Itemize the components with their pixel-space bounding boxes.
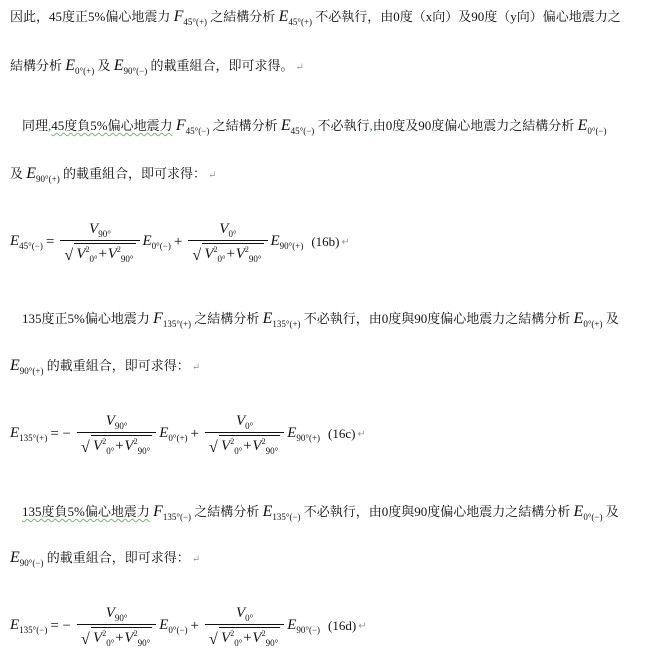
equation-number: (16b): [311, 234, 340, 249]
text: 不必執行，由0度（x向）及90度（y向）偏心地震力之: [315, 9, 621, 24]
p2-line2: [10, 165, 655, 188]
symbol-E90m: $E_{90^\circ(-)}$: [10, 549, 44, 568]
symbol-E0p: $E_{0^\circ(+)}$: [573, 310, 603, 329]
symbol-E90p: $E_{90^\circ(+)}$: [26, 165, 60, 184]
text: 的載重組合，即可求得。: [150, 58, 294, 73]
paragraph-mark: ↵: [191, 554, 201, 565]
text: 135度正5%偏心地震力: [22, 311, 150, 326]
text: 之結構分析: [210, 9, 276, 24]
text: 結構分析: [10, 58, 63, 73]
p1-line2: [10, 57, 655, 80]
text: 同理: [22, 118, 49, 133]
symbol-F45p: $F_{45^\circ(+)}$: [173, 8, 208, 27]
fraction: $V_{0^\circ}$ √ $V^2_{0^\circ}+V^2_{90^\circ}$: [188, 221, 267, 264]
text: 之結構分析: [194, 311, 260, 326]
equation-number: (16c): [328, 426, 356, 441]
text: 及: [605, 311, 619, 326]
symbol-E90p: $E_{90^\circ(+)}$: [10, 357, 44, 376]
symbol-E135p: $E_{135^\circ(+)}$: [262, 310, 301, 329]
text: 之結構分析: [212, 118, 278, 133]
symbol-E135m: $E_{135^\circ(-)}$: [262, 503, 301, 522]
symbol-E0m: $E_{0^\circ(-)}$: [573, 503, 603, 522]
text: 135度負5%偏心地震力: [22, 504, 150, 519]
equation-16b: $E_{45^\circ(-)}$ = $V_{90^\circ}$ √ $V^2_{0^\circ}+V^2_{90^\circ}$ $E_{0^\circ(-)}$ + $V_{0^\circ}$ √ $V^2_{0^\circ}+V^2_{90^\circ}$ $E_{90^\circ(+)}$ (16b) ↵: [10, 220, 350, 264]
symbol-F135p: $F_{135^\circ(+)}$: [153, 310, 192, 329]
text: 的載重組合，即可求得：: [46, 550, 190, 565]
p4-line1: [22, 503, 655, 526]
fraction: $V_{0^\circ}$ √ $V^2_{0^\circ}+V^2_{90^\circ}$: [205, 413, 284, 456]
text: 因此，45度正5%偏心地震力: [10, 9, 171, 24]
text: 及: [97, 58, 111, 73]
text: 之結構分析: [194, 504, 260, 519]
fraction: $V_{90^\circ}$ √ $V^2_{0^\circ}+V^2_{90^\circ}$: [77, 605, 156, 648]
text: 及: [605, 504, 619, 519]
fraction: $V_{90^\circ}$ √ $V^2_{0^\circ}+V^2_{90^\circ}$: [77, 413, 156, 456]
text: 的載重組合，即可求得：: [62, 166, 206, 181]
text: 45度負5%偏心地震力: [51, 118, 173, 133]
symbol-F45m: $F_{45^\circ(-)}$: [175, 117, 210, 136]
paragraph-mark: ↵: [295, 62, 304, 73]
text: 不必執行: [317, 118, 370, 133]
p2-line1: 同理,45度負5%偏心地震力 $F_{45^\circ(-)}$ 之結構分析 $E_{45^\circ(-)}$ 不必執行,由0度及90度偏心地震力之結構分析 $E_{0^\circ(-)}$: [22, 117, 607, 136]
paragraph-mark: ↵: [191, 362, 201, 373]
text: 不必執行，由0度與90度偏心地震力之結構分析: [303, 504, 571, 519]
text: 的載重組合，即可求得：: [46, 358, 190, 373]
p4-line2: [10, 549, 655, 572]
symbol-E0p: $E_{0^\circ(+)}$: [65, 57, 95, 76]
p1-line1: [10, 8, 655, 31]
symbol-E0m: $E_{0^\circ(-)}$: [577, 117, 607, 136]
symbol-E45p: $E_{45^\circ(+)}$: [278, 8, 313, 27]
text: 及: [10, 166, 24, 181]
fraction: $V_{0^\circ}$ √ $V^2_{0^\circ}+V^2_{90^\circ}$: [205, 605, 284, 648]
text: 不必執行，由0度與90度偏心地震力之結構分析: [303, 311, 571, 326]
text: 由0度及90度偏心地震力之結構分析: [372, 118, 575, 133]
p3-line1: [22, 310, 655, 333]
symbol-F135m: $F_{135^\circ(-)}$: [153, 503, 192, 522]
equation-number: (16d): [328, 618, 357, 633]
fraction: $V_{90^\circ}$ √ $V^2_{0^\circ}+V^2_{90^\circ}$: [60, 221, 139, 264]
symbol-E45m: $E_{45^\circ(-)}$: [280, 117, 315, 136]
p3-line2: [10, 357, 655, 380]
symbol-E90m: $E_{90^\circ(-)}$: [113, 57, 148, 76]
equation-16c: $E_{135^\circ(+)}$ = − $V_{90^\circ}$ √ $V^2_{0^\circ}+V^2_{90^\circ}$ $E_{0^\circ(+)}$ + $V_{0^\circ}$ √ $V^2_{0^\circ}+V^2_{90^\circ}$ $E_{90^\circ(+)}$ (16c) ↵: [10, 412, 366, 456]
equation-16d: $E_{135^\circ(-)}$ = − $V_{90^\circ}$ √ $V^2_{0^\circ}+V^2_{90^\circ}$ $E_{0^\circ(-)}$ + $V_{0^\circ}$ √ $V^2_{0^\circ}+V^2_{90^\circ}$ $E_{90^\circ(-)}$ (16d) ↵: [10, 604, 367, 648]
paragraph-mark: ↵: [207, 170, 217, 181]
